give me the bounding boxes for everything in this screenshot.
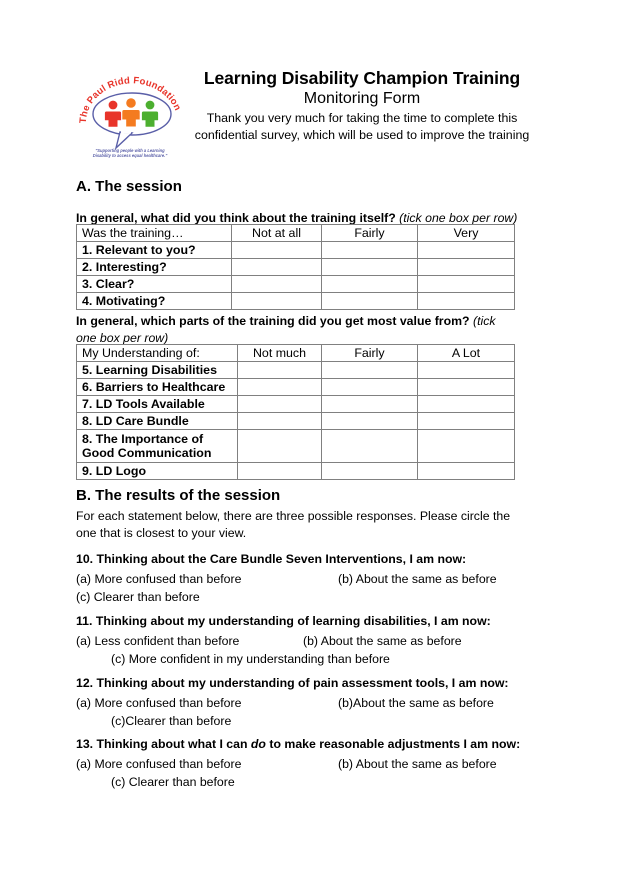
- table2-cell-0-2[interactable]: [322, 362, 418, 379]
- logo-graphic: [76, 62, 184, 160]
- question-13: [76, 736, 526, 792]
- question-1-text: In general, what did you think about the training itself?: [76, 211, 396, 225]
- question-11-title: 11. Thinking about my understanding of learning disabilities, I am now:: [76, 614, 491, 628]
- question-2-text: In general, which parts of the training did you get most value from?: [76, 314, 470, 328]
- table2-cell-2-1[interactable]: [238, 396, 322, 413]
- table1-cell-3-1[interactable]: [232, 293, 322, 310]
- section-b-heading: B. The results of the session: [76, 487, 281, 504]
- svg-text:The Paul Ridd Foundation: The Paul Ridd Foundation: [77, 75, 184, 124]
- table2-cell-0-1[interactable]: [238, 362, 322, 379]
- table-row: [77, 463, 515, 480]
- table2-row-label-4: 8. The Importance of Good Communication: [77, 430, 238, 463]
- header-title-block: [184, 62, 540, 143]
- question-2-hint: (tick one box per row): [76, 314, 496, 345]
- question-12-option-c[interactable]: (c)Clearer than before: [111, 714, 232, 729]
- page-intro-note: Thank you very much for taking the time to complete this confidential survey, which will be used to improve the training: [194, 111, 530, 142]
- table1-row-label-1: 2. Interesting?: [77, 259, 232, 276]
- table1-cell-0-1[interactable]: [232, 242, 322, 259]
- paul-ridd-foundation-logo: [76, 62, 184, 160]
- table1-cell-2-1[interactable]: [232, 276, 322, 293]
- question-2-prompt: [76, 313, 518, 347]
- question-10: [76, 551, 526, 607]
- question-12-options-row-2: [76, 713, 526, 731]
- table2-cell-5-2[interactable]: [322, 463, 418, 480]
- table-row: [77, 242, 515, 259]
- table1-cell-3-3[interactable]: [418, 293, 515, 310]
- question-10-option-c[interactable]: (c) Clearer than before: [76, 590, 200, 605]
- table-row: [77, 379, 515, 396]
- training-rating-table: [76, 224, 515, 310]
- question-12-options-row-1: [76, 695, 526, 713]
- table1-cell-1-2[interactable]: [322, 259, 418, 276]
- question-10-title: 10. Thinking about the Care Bundle Seven Interventions, I am now:: [76, 552, 467, 566]
- table1-col-3: Very: [418, 225, 515, 242]
- table2-cell-4-3[interactable]: [418, 430, 515, 463]
- question-13-title: [76, 736, 526, 753]
- question-11-option-b[interactable]: (b) About the same as before: [303, 634, 462, 649]
- table2-cell-1-3[interactable]: [418, 379, 515, 396]
- table-row: [77, 276, 515, 293]
- table1-col-0: Was the training…: [77, 225, 232, 242]
- table2-row-label-0: 5. Learning Disabilities: [77, 362, 238, 379]
- table1-row-label-3: 4. Motivating?: [77, 293, 232, 310]
- table-header-row: [77, 345, 515, 362]
- question-13-option-c[interactable]: (c) Clearer than before: [111, 775, 235, 790]
- section-b-intro: For each statement below, there are three possible responses. Please circle the one that is closest to your view.: [76, 509, 511, 540]
- table1-row-label-0: 1. Relevant to you?: [77, 242, 232, 259]
- table2-cell-3-1[interactable]: [238, 413, 322, 430]
- table2-col-1: Not much: [238, 345, 322, 362]
- table1-cell-2-3[interactable]: [418, 276, 515, 293]
- table2-cell-4-1[interactable]: [238, 430, 322, 463]
- table1-col-2: Fairly: [322, 225, 418, 242]
- table2-cell-0-3[interactable]: [418, 362, 515, 379]
- table-header-row: [77, 225, 515, 242]
- table2-row-label-1: 6. Barriers to Healthcare: [77, 379, 238, 396]
- question-13-option-b[interactable]: (b) About the same as before: [338, 757, 497, 772]
- table2-col-2: Fairly: [322, 345, 418, 362]
- table2-cell-3-2[interactable]: [322, 413, 418, 430]
- table2-cell-4-2[interactable]: [322, 430, 418, 463]
- table2-cell-5-3[interactable]: [418, 463, 515, 480]
- table1-cell-2-2[interactable]: [322, 276, 418, 293]
- page-title: Learning Disability Champion Training: [203, 68, 521, 88]
- table1-cell-1-3[interactable]: [418, 259, 515, 276]
- question-12-option-a[interactable]: (a) More confused than before: [76, 696, 242, 711]
- document-header: [76, 62, 540, 160]
- question-11-option-a[interactable]: (a) Less confident than before: [76, 634, 240, 649]
- question-10-options-row-2: [76, 589, 526, 607]
- table1-cell-0-2[interactable]: [322, 242, 418, 259]
- table1-cell-0-3[interactable]: [418, 242, 515, 259]
- table2-col-0: My Understanding of:: [77, 345, 238, 362]
- question-12: [76, 675, 526, 731]
- table1-cell-3-2[interactable]: [322, 293, 418, 310]
- question-11-option-c[interactable]: (c) More confident in my understanding than before: [111, 652, 390, 667]
- question-11-options-row-2: [76, 651, 526, 669]
- question-11-options-row-1: [76, 633, 526, 651]
- page-subtitle: Monitoring Form: [303, 90, 421, 108]
- question-10-option-a[interactable]: (a) More confused than before: [76, 572, 242, 587]
- table-row: [77, 396, 515, 413]
- table-row: [77, 413, 515, 430]
- table-row: [77, 362, 515, 379]
- question-13-title-part1: 13. Thinking about what I can: [76, 737, 251, 751]
- table-row: [77, 259, 515, 276]
- question-11: [76, 613, 526, 669]
- table-row: [77, 430, 515, 463]
- table2-cell-2-2[interactable]: [322, 396, 418, 413]
- table2-row-label-3: 8. LD Care Bundle: [77, 413, 238, 430]
- table-row: [77, 293, 515, 310]
- table1-row-label-2: 3. Clear?: [77, 276, 232, 293]
- question-10-option-b[interactable]: (b) About the same as before: [338, 572, 497, 587]
- question-12-option-b[interactable]: (b)About the same as before: [338, 696, 494, 711]
- training-value-table: [76, 344, 515, 480]
- question-13-option-a[interactable]: (a) More confused than before: [76, 757, 242, 772]
- table2-cell-3-3[interactable]: [418, 413, 515, 430]
- table2-row-label-2: 7. LD Tools Available: [77, 396, 238, 413]
- question-13-title-part2: to make reasonable adjustments I am now:: [265, 737, 521, 751]
- table1-cell-1-1[interactable]: [232, 259, 322, 276]
- table2-col-3: A Lot: [418, 345, 515, 362]
- table2-cell-1-2[interactable]: [322, 379, 418, 396]
- question-12-title: 12. Thinking about my understanding of pain assessment tools, I am now:: [76, 676, 509, 690]
- logo-tagline-line2: Disability to access equal healthcare.": [92, 153, 168, 158]
- table2-cell-5-1[interactable]: [238, 463, 322, 480]
- question-13-options-row-1: [76, 756, 526, 774]
- table2-row-label-5: 9. LD Logo: [77, 463, 238, 480]
- question-10-options-row-1: [76, 571, 526, 589]
- logo-tagline-line1: "Supporting people with a Learning: [95, 148, 165, 153]
- table1-col-1: Not at all: [232, 225, 322, 242]
- section-a-heading: A. The session: [76, 178, 182, 195]
- table2-cell-1-1[interactable]: [238, 379, 322, 396]
- table2-cell-2-3[interactable]: [418, 396, 515, 413]
- question-13-title-emphasis: do: [250, 737, 266, 751]
- question-13-options-row-2: [76, 774, 526, 792]
- question-1-hint: (tick one box per row): [399, 211, 518, 225]
